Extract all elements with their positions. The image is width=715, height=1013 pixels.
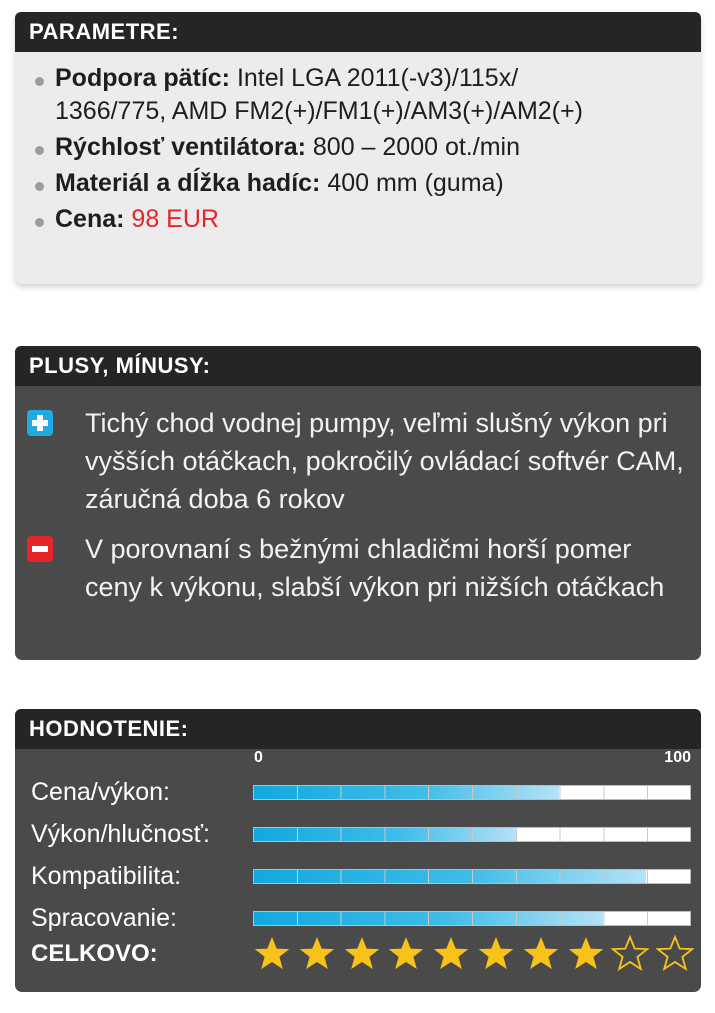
rating-label: Kompatibilita: [31, 862, 182, 890]
param-label: Cena: [55, 205, 125, 233]
rating-row-workmanship [15, 895, 701, 937]
param-hose-material [35, 167, 687, 200]
cons-item [27, 530, 685, 606]
rating-bar [253, 911, 691, 926]
star-filled-icon [387, 935, 425, 973]
pros-item [27, 404, 685, 518]
parameters-title: PARAMETRE: [15, 12, 701, 52]
star-filled-icon [567, 935, 605, 973]
bullet-icon [35, 62, 55, 128]
star-filled-icon [477, 935, 515, 973]
scale-min-label: 0 [254, 749, 263, 766]
parameters-panel [15, 12, 701, 284]
bullet-icon [35, 203, 55, 236]
param-label: Rýchlosť ventilátora: [55, 133, 306, 161]
star-outline-icon [611, 935, 649, 973]
param-label: Materiál a dĺžka hadíc: [55, 169, 321, 197]
param-value: 800 – 2000 ot./min [305, 133, 520, 161]
star-filled-icon [253, 935, 291, 973]
rating-bar [253, 785, 691, 800]
param-socket-support [35, 62, 687, 128]
plus-icon [27, 410, 53, 436]
star-filled-icon [343, 935, 381, 973]
rating-panel [15, 709, 701, 992]
param-value: 400 mm (guma) [320, 169, 504, 197]
rating-bar [253, 869, 691, 884]
rating-label: Výkon/hlučnosť: [31, 820, 210, 848]
scale-max-label: 100 [664, 749, 691, 766]
pros-text: Tichý chod vodnej pumpy, veľmi slušný výkon pri vyšších otáčkach, pokročilý ovládací softvér CAM, záručná doba 6 rokov [85, 408, 684, 514]
minus-icon [27, 536, 53, 562]
bullet-icon [35, 131, 55, 164]
pros-cons-title: PLUSY, MÍNUSY: [15, 346, 701, 386]
pros-cons-panel [15, 346, 701, 660]
rating-row-performance-noise [15, 811, 701, 853]
bullet-icon [35, 167, 55, 200]
param-price [35, 203, 687, 236]
rating-row-price-performance [15, 769, 701, 811]
overall-stars [253, 935, 693, 975]
rating-label: Cena/výkon: [31, 778, 170, 806]
star-filled-icon [522, 935, 560, 973]
param-value: Intel LGA 2011(-v3)/115x/ [230, 64, 519, 92]
star-filled-icon [432, 935, 470, 973]
param-fan-speed [35, 131, 687, 164]
rating-bar [253, 827, 691, 842]
rating-label: Spracovanie: [31, 904, 177, 932]
rating-title: HODNOTENIE: [15, 709, 701, 749]
rating-row-compatibility [15, 853, 701, 895]
cons-text: V porovnaní s bežnými chladičmi horší pomer ceny k výkonu, slabší výkon pri nižších otáčkach [85, 534, 665, 602]
param-value-continued: 1366/775, AMD FM2(+)/FM1(+)/AM3(+)/AM2(+) [55, 97, 583, 125]
star-filled-icon [298, 935, 336, 973]
star-outline-icon [656, 935, 694, 973]
param-label: Podpora pätíc: [55, 64, 231, 92]
price-value: 98 EUR [124, 205, 219, 233]
overall-label: CELKOVO: [31, 940, 158, 967]
